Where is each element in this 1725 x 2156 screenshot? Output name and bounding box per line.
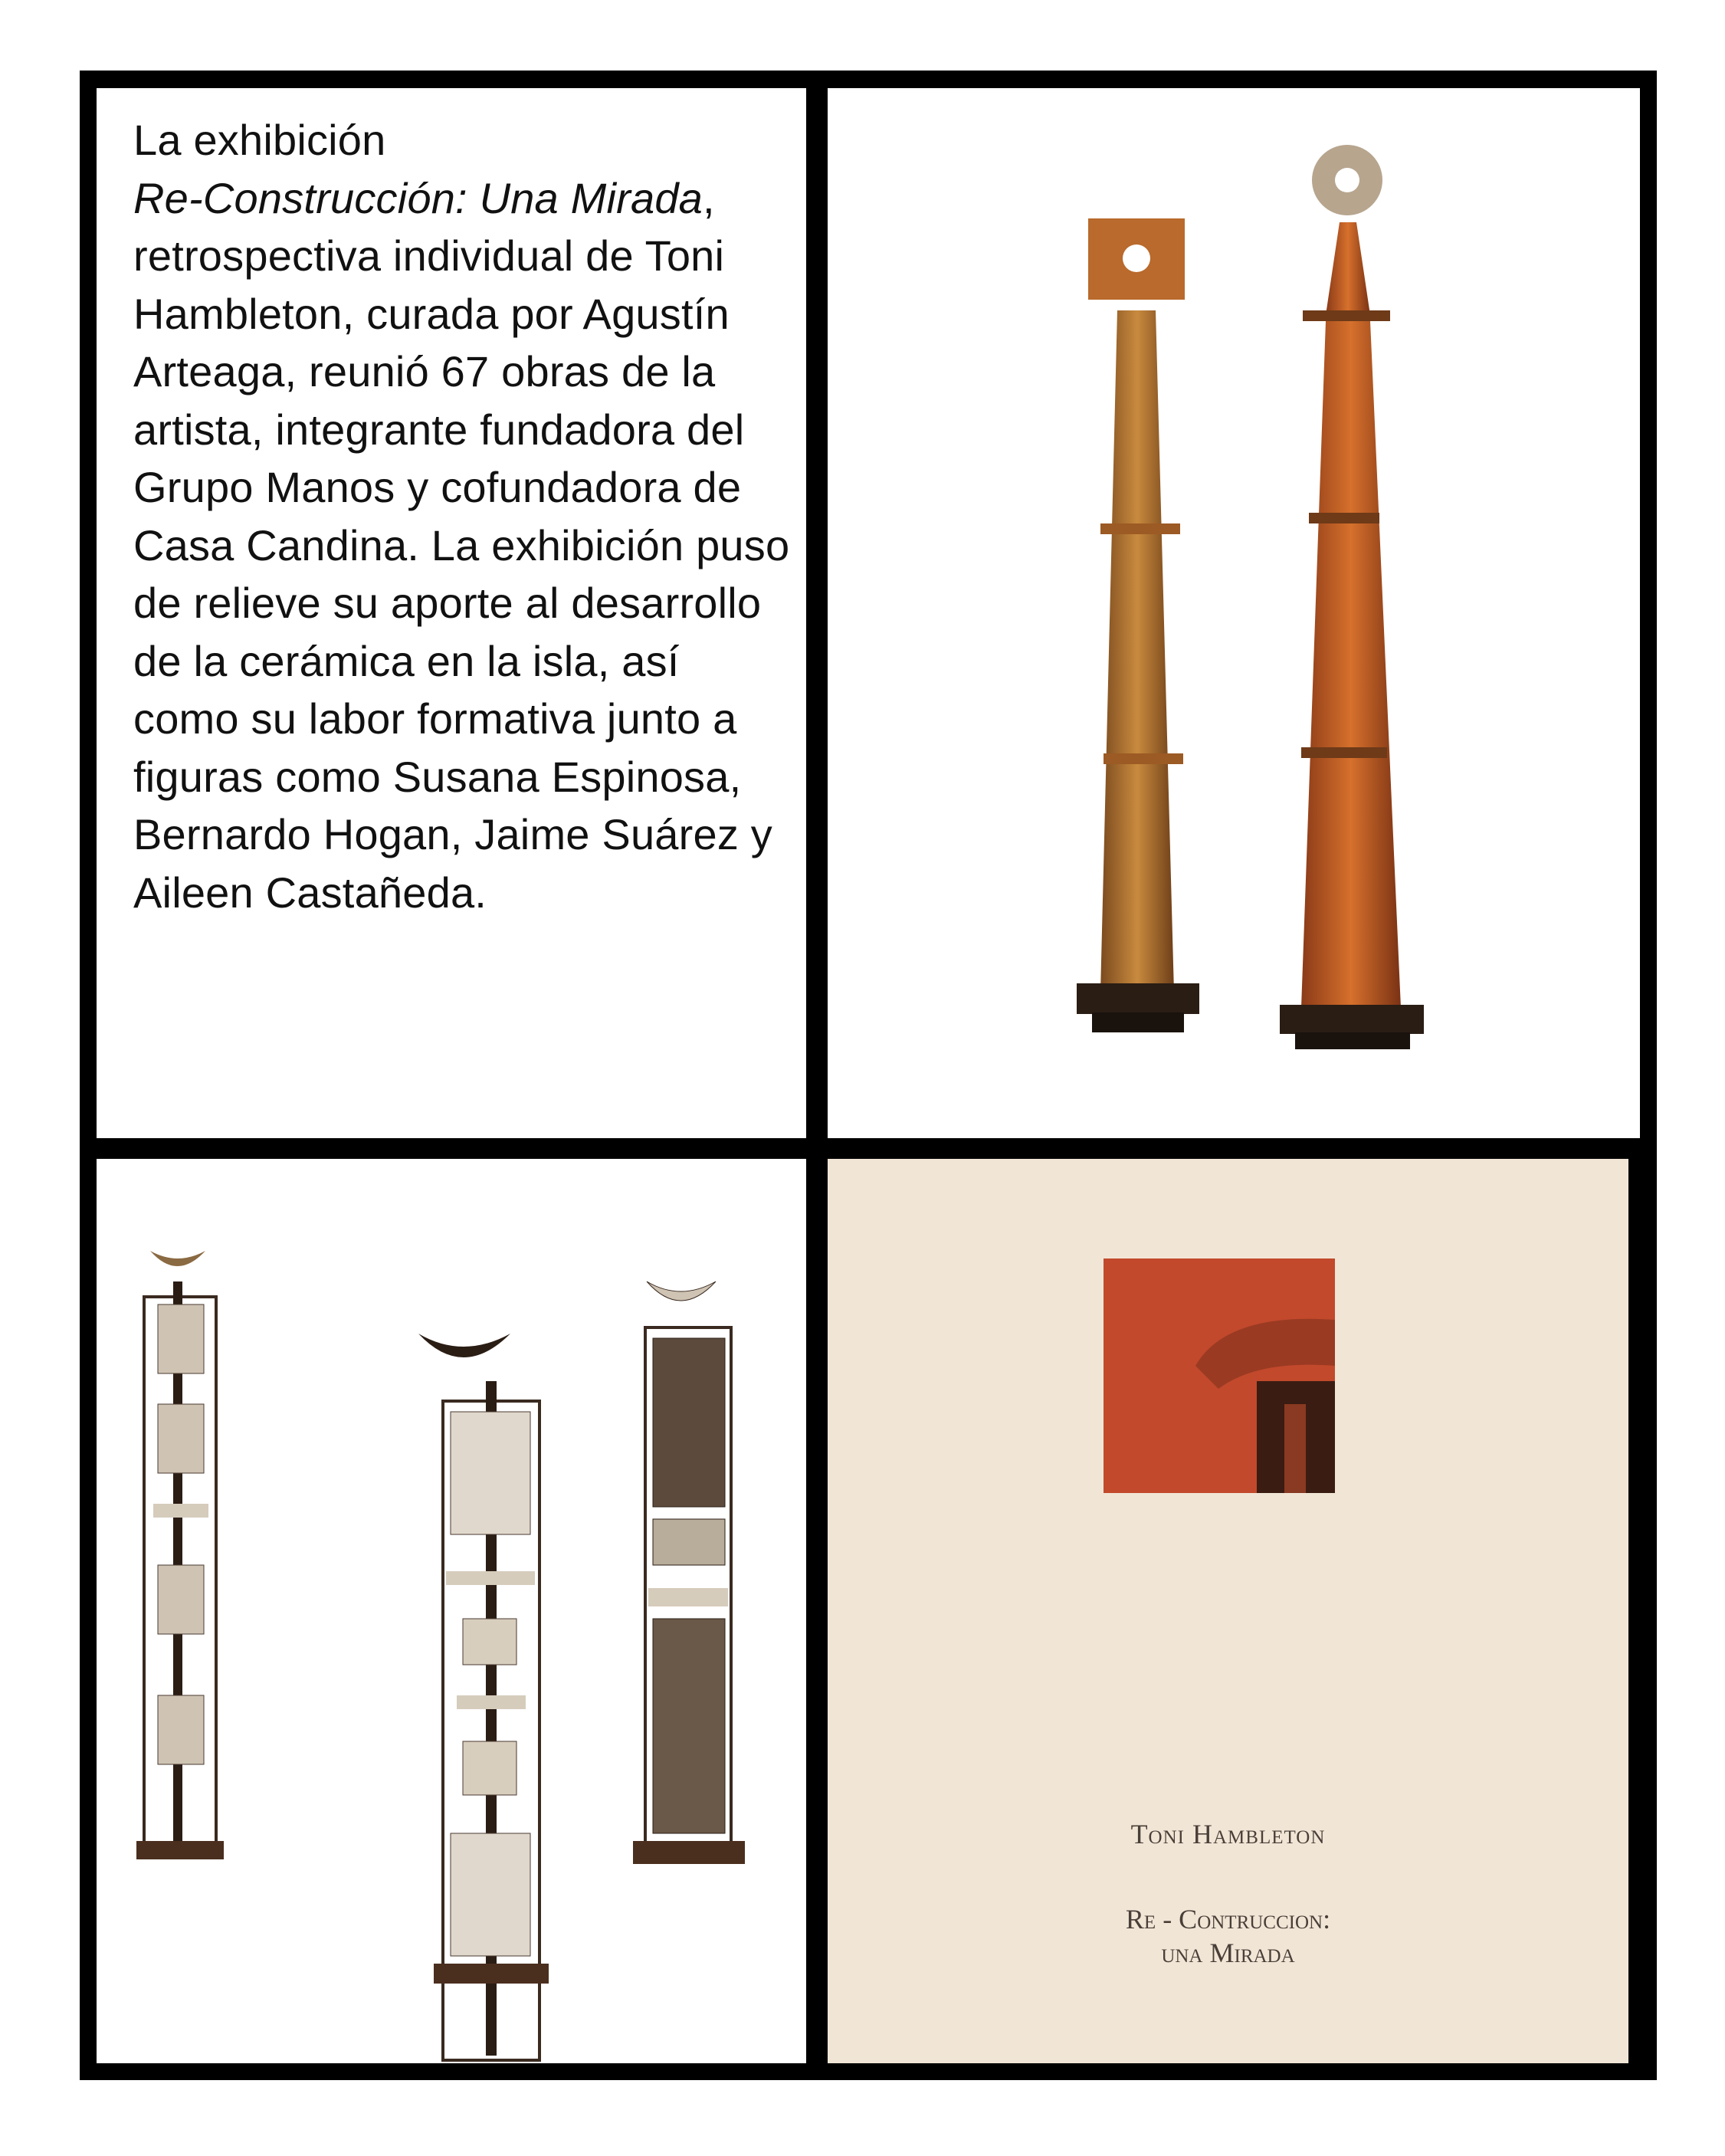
description-body: , retrospectiva individual de Toni Hambleton, curada por Agustín Arteaga, reunió 67 obras de la artista, integrante fundadora del Grupo Manos y cofundadora de Casa Candina. La exhibición puso de relieve su aporte al desarrollo de la cerámica en la isla, así como su labor formativa junto a figuras como Susana Espinosa, Bernardo Hogan, Jaime Suárez y Aileen Castañeda. — [133, 173, 790, 917]
sculpture-illustration — [828, 88, 1640, 1138]
cover-title-line-2: una Mirada — [1161, 1938, 1295, 1968]
cover-title-line-1: Re - Contruccion: — [1125, 1904, 1331, 1934]
cover-title — [828, 1902, 1628, 1970]
exhibition-description — [133, 111, 792, 921]
sculpture-photo-framed-totems — [97, 1159, 806, 2063]
catalog-cover — [828, 1159, 1628, 2063]
intro-text: La exhibición — [133, 116, 386, 164]
sculpture-photo-orange-totems — [828, 88, 1640, 1138]
exhibition-title: Re-Construcción: Una Mirada — [133, 173, 703, 222]
framed-totems-illustration — [97, 1159, 806, 2063]
text-panel — [97, 88, 806, 1138]
cover-author: Toni Hambleton — [1130, 1819, 1326, 1849]
